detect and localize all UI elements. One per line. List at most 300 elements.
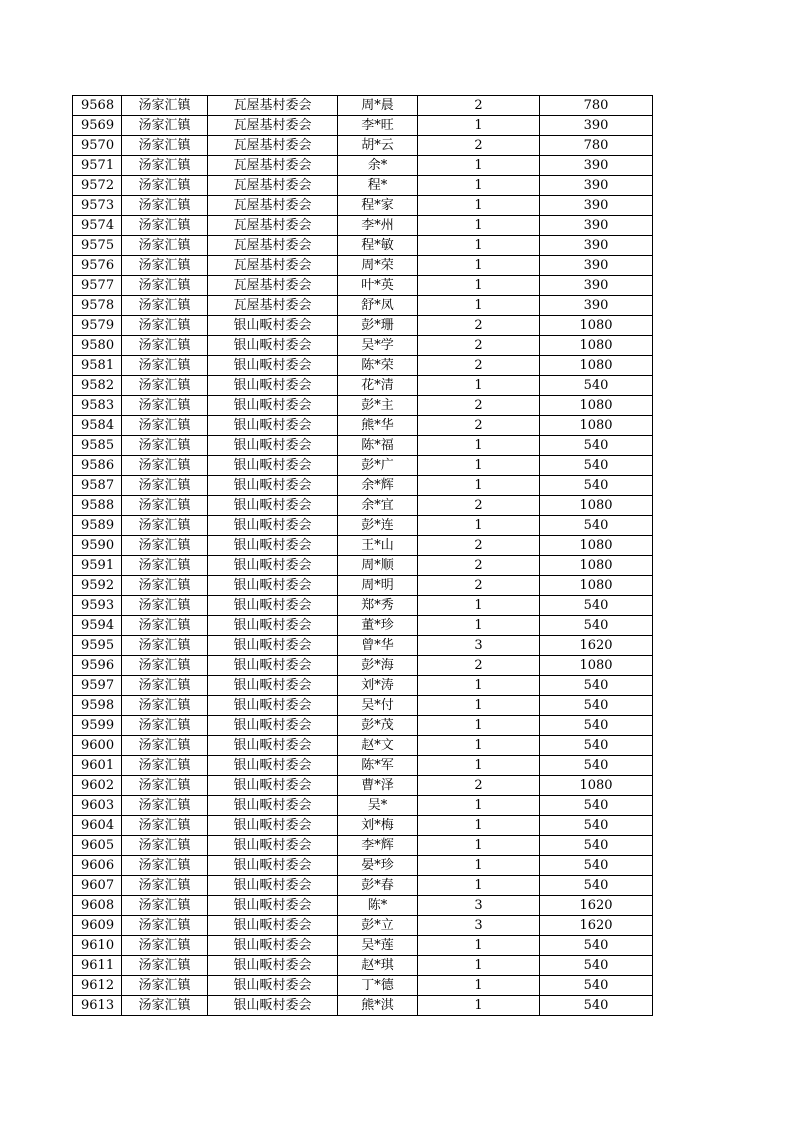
table-row	[73, 956, 653, 976]
name-cell: 彭*立	[338, 916, 418, 936]
town-cell: 汤家汇镇	[122, 836, 208, 856]
name-cell: 董*珍	[338, 616, 418, 636]
amount-cell: 1080	[540, 416, 653, 436]
count-cell: 1	[418, 696, 540, 716]
table-row	[73, 576, 653, 596]
name-cell: 李*州	[338, 216, 418, 236]
town-cell: 汤家汇镇	[122, 396, 208, 416]
town-cell: 汤家汇镇	[122, 636, 208, 656]
amount-cell: 390	[540, 256, 653, 276]
village-committee-cell: 银山畈村委会	[208, 756, 338, 776]
row-number-cell: 9602	[73, 776, 122, 796]
row-number-cell: 9607	[73, 876, 122, 896]
amount-cell: 1080	[540, 336, 653, 356]
count-cell: 2	[418, 556, 540, 576]
amount-cell: 540	[540, 616, 653, 636]
row-number-cell: 9597	[73, 676, 122, 696]
row-number-cell: 9569	[73, 116, 122, 136]
count-cell: 1	[418, 436, 540, 456]
village-committee-cell: 银山畈村委会	[208, 316, 338, 336]
amount-cell: 390	[540, 116, 653, 136]
town-cell: 汤家汇镇	[122, 596, 208, 616]
row-number-cell: 9613	[73, 996, 122, 1016]
village-committee-cell: 银山畈村委会	[208, 396, 338, 416]
row-number-cell: 9603	[73, 796, 122, 816]
data-table	[72, 95, 653, 1016]
row-number-cell: 9568	[73, 96, 122, 116]
amount-cell: 540	[540, 696, 653, 716]
row-number-cell: 9572	[73, 176, 122, 196]
village-committee-cell: 银山畈村委会	[208, 936, 338, 956]
count-cell: 1	[418, 876, 540, 896]
table-row	[73, 556, 653, 576]
count-cell: 1	[418, 956, 540, 976]
village-committee-cell: 银山畈村委会	[208, 436, 338, 456]
row-number-cell: 9574	[73, 216, 122, 236]
amount-cell: 540	[540, 976, 653, 996]
town-cell: 汤家汇镇	[122, 116, 208, 136]
count-cell: 1	[418, 736, 540, 756]
table-row	[73, 836, 653, 856]
village-committee-cell: 银山畈村委会	[208, 696, 338, 716]
count-cell: 2	[418, 656, 540, 676]
amount-cell: 540	[540, 436, 653, 456]
town-cell: 汤家汇镇	[122, 976, 208, 996]
name-cell: 熊*华	[338, 416, 418, 436]
town-cell: 汤家汇镇	[122, 936, 208, 956]
amount-cell: 540	[540, 996, 653, 1016]
name-cell: 刘*梅	[338, 816, 418, 836]
count-cell: 2	[418, 776, 540, 796]
row-number-cell: 9583	[73, 396, 122, 416]
row-number-cell: 9608	[73, 896, 122, 916]
table-row	[73, 436, 653, 456]
village-committee-cell: 银山畈村委会	[208, 376, 338, 396]
name-cell: 曾*华	[338, 636, 418, 656]
count-cell: 1	[418, 276, 540, 296]
town-cell: 汤家汇镇	[122, 956, 208, 976]
town-cell: 汤家汇镇	[122, 816, 208, 836]
row-number-cell: 9573	[73, 196, 122, 216]
table-row	[73, 916, 653, 936]
village-committee-cell: 银山畈村委会	[208, 676, 338, 696]
name-cell: 周*晨	[338, 96, 418, 116]
count-cell: 3	[418, 636, 540, 656]
table-row	[73, 156, 653, 176]
table-body	[73, 96, 653, 1016]
count-cell: 1	[418, 816, 540, 836]
town-cell: 汤家汇镇	[122, 416, 208, 436]
amount-cell: 780	[540, 96, 653, 116]
count-cell: 2	[418, 96, 540, 116]
row-number-cell: 9596	[73, 656, 122, 676]
count-cell: 1	[418, 236, 540, 256]
count-cell: 1	[418, 836, 540, 856]
count-cell: 1	[418, 596, 540, 616]
name-cell: 程*家	[338, 196, 418, 216]
row-number-cell: 9579	[73, 316, 122, 336]
village-committee-cell: 银山畈村委会	[208, 596, 338, 616]
table-row	[73, 216, 653, 236]
count-cell: 2	[418, 336, 540, 356]
count-cell: 2	[418, 416, 540, 436]
count-cell: 2	[418, 136, 540, 156]
count-cell: 1	[418, 156, 540, 176]
town-cell: 汤家汇镇	[122, 756, 208, 776]
row-number-cell: 9589	[73, 516, 122, 536]
row-number-cell: 9610	[73, 936, 122, 956]
name-cell: 余*	[338, 156, 418, 176]
count-cell: 3	[418, 916, 540, 936]
village-committee-cell: 银山畈村委会	[208, 796, 338, 816]
town-cell: 汤家汇镇	[122, 476, 208, 496]
name-cell: 陈*荣	[338, 356, 418, 376]
village-committee-cell: 银山畈村委会	[208, 516, 338, 536]
row-number-cell: 9581	[73, 356, 122, 376]
count-cell: 1	[418, 376, 540, 396]
count-cell: 1	[418, 976, 540, 996]
name-cell: 熊*淇	[338, 996, 418, 1016]
village-committee-cell: 瓦屋基村委会	[208, 256, 338, 276]
amount-cell: 780	[540, 136, 653, 156]
table-row	[73, 176, 653, 196]
name-cell: 李*旺	[338, 116, 418, 136]
count-cell: 1	[418, 676, 540, 696]
row-number-cell: 9575	[73, 236, 122, 256]
name-cell: 胡*云	[338, 136, 418, 156]
amount-cell: 390	[540, 276, 653, 296]
name-cell: 陈*军	[338, 756, 418, 776]
count-cell: 1	[418, 296, 540, 316]
amount-cell: 390	[540, 196, 653, 216]
amount-cell: 540	[540, 856, 653, 876]
table-row	[73, 496, 653, 516]
table-row	[73, 116, 653, 136]
name-cell: 吴*付	[338, 696, 418, 716]
count-cell: 1	[418, 756, 540, 776]
table-row	[73, 876, 653, 896]
row-number-cell: 9588	[73, 496, 122, 516]
count-cell: 2	[418, 536, 540, 556]
town-cell: 汤家汇镇	[122, 616, 208, 636]
town-cell: 汤家汇镇	[122, 156, 208, 176]
town-cell: 汤家汇镇	[122, 356, 208, 376]
name-cell: 陈*福	[338, 436, 418, 456]
village-committee-cell: 银山畈村委会	[208, 996, 338, 1016]
town-cell: 汤家汇镇	[122, 436, 208, 456]
name-cell: 吴*莲	[338, 936, 418, 956]
town-cell: 汤家汇镇	[122, 516, 208, 536]
count-cell: 3	[418, 896, 540, 916]
table-row	[73, 756, 653, 776]
table-row	[73, 416, 653, 436]
town-cell: 汤家汇镇	[122, 896, 208, 916]
village-committee-cell: 银山畈村委会	[208, 776, 338, 796]
name-cell: 程*	[338, 176, 418, 196]
row-number-cell: 9578	[73, 296, 122, 316]
row-number-cell: 9611	[73, 956, 122, 976]
village-committee-cell: 银山畈村委会	[208, 816, 338, 836]
table-row	[73, 356, 653, 376]
row-number-cell: 9604	[73, 816, 122, 836]
name-cell: 余*辉	[338, 476, 418, 496]
town-cell: 汤家汇镇	[122, 776, 208, 796]
table-row	[73, 456, 653, 476]
town-cell: 汤家汇镇	[122, 556, 208, 576]
name-cell: 彭*海	[338, 656, 418, 676]
table-row	[73, 696, 653, 716]
name-cell: 郑*秀	[338, 596, 418, 616]
village-committee-cell: 瓦屋基村委会	[208, 136, 338, 156]
amount-cell: 1080	[540, 656, 653, 676]
name-cell: 王*山	[338, 536, 418, 556]
name-cell: 彭*广	[338, 456, 418, 476]
town-cell: 汤家汇镇	[122, 216, 208, 236]
town-cell: 汤家汇镇	[122, 716, 208, 736]
table-row	[73, 736, 653, 756]
row-number-cell: 9570	[73, 136, 122, 156]
row-number-cell: 9582	[73, 376, 122, 396]
amount-cell: 540	[540, 476, 653, 496]
name-cell: 赵*文	[338, 736, 418, 756]
table-row	[73, 856, 653, 876]
name-cell: 彭*连	[338, 516, 418, 536]
table-row	[73, 376, 653, 396]
amount-cell: 1080	[540, 316, 653, 336]
town-cell: 汤家汇镇	[122, 736, 208, 756]
table-row	[73, 256, 653, 276]
table-row	[73, 136, 653, 156]
amount-cell: 1620	[540, 636, 653, 656]
name-cell: 周*顺	[338, 556, 418, 576]
village-committee-cell: 银山畈村委会	[208, 476, 338, 496]
row-number-cell: 9601	[73, 756, 122, 776]
table-row	[73, 96, 653, 116]
town-cell: 汤家汇镇	[122, 796, 208, 816]
village-committee-cell: 银山畈村委会	[208, 616, 338, 636]
row-number-cell: 9577	[73, 276, 122, 296]
amount-cell: 1620	[540, 896, 653, 916]
name-cell: 彭*春	[338, 876, 418, 896]
amount-cell: 540	[540, 876, 653, 896]
row-number-cell: 9591	[73, 556, 122, 576]
row-number-cell: 9580	[73, 336, 122, 356]
count-cell: 1	[418, 176, 540, 196]
town-cell: 汤家汇镇	[122, 376, 208, 396]
count-cell: 2	[418, 396, 540, 416]
amount-cell: 1080	[540, 396, 653, 416]
village-committee-cell: 银山畈村委会	[208, 416, 338, 436]
count-cell: 1	[418, 456, 540, 476]
amount-cell: 540	[540, 676, 653, 696]
amount-cell: 390	[540, 236, 653, 256]
name-cell: 花*清	[338, 376, 418, 396]
row-number-cell: 9586	[73, 456, 122, 476]
count-cell: 1	[418, 516, 540, 536]
table-row	[73, 996, 653, 1016]
village-committee-cell: 银山畈村委会	[208, 976, 338, 996]
town-cell: 汤家汇镇	[122, 256, 208, 276]
village-committee-cell: 银山畈村委会	[208, 916, 338, 936]
name-cell: 彭*茂	[338, 716, 418, 736]
amount-cell: 540	[540, 716, 653, 736]
amount-cell: 540	[540, 736, 653, 756]
table-row	[73, 596, 653, 616]
amount-cell: 1080	[540, 576, 653, 596]
row-number-cell: 9587	[73, 476, 122, 496]
table-row	[73, 516, 653, 536]
town-cell: 汤家汇镇	[122, 196, 208, 216]
amount-cell: 390	[540, 216, 653, 236]
village-committee-cell: 银山畈村委会	[208, 356, 338, 376]
town-cell: 汤家汇镇	[122, 316, 208, 336]
row-number-cell: 9595	[73, 636, 122, 656]
village-committee-cell: 银山畈村委会	[208, 956, 338, 976]
table-row	[73, 816, 653, 836]
count-cell: 1	[418, 616, 540, 636]
table-row	[73, 716, 653, 736]
town-cell: 汤家汇镇	[122, 676, 208, 696]
count-cell: 1	[418, 116, 540, 136]
village-committee-cell: 瓦屋基村委会	[208, 176, 338, 196]
village-committee-cell: 瓦屋基村委会	[208, 156, 338, 176]
table-row	[73, 796, 653, 816]
count-cell: 2	[418, 496, 540, 516]
town-cell: 汤家汇镇	[122, 496, 208, 516]
table-row	[73, 676, 653, 696]
town-cell: 汤家汇镇	[122, 176, 208, 196]
name-cell: 吴*学	[338, 336, 418, 356]
name-cell: 周*荣	[338, 256, 418, 276]
name-cell: 程*敏	[338, 236, 418, 256]
count-cell: 2	[418, 576, 540, 596]
village-committee-cell: 瓦屋基村委会	[208, 96, 338, 116]
row-number-cell: 9594	[73, 616, 122, 636]
table-row	[73, 656, 653, 676]
name-cell: 曹*泽	[338, 776, 418, 796]
village-committee-cell: 瓦屋基村委会	[208, 296, 338, 316]
row-number-cell: 9606	[73, 856, 122, 876]
amount-cell: 390	[540, 176, 653, 196]
village-committee-cell: 瓦屋基村委会	[208, 276, 338, 296]
amount-cell: 1620	[540, 916, 653, 936]
village-committee-cell: 银山畈村委会	[208, 496, 338, 516]
amount-cell: 540	[540, 376, 653, 396]
name-cell: 周*明	[338, 576, 418, 596]
name-cell: 丁*德	[338, 976, 418, 996]
town-cell: 汤家汇镇	[122, 856, 208, 876]
row-number-cell: 9585	[73, 436, 122, 456]
village-committee-cell: 银山畈村委会	[208, 896, 338, 916]
amount-cell: 540	[540, 936, 653, 956]
table-row	[73, 316, 653, 336]
count-cell: 2	[418, 316, 540, 336]
table-row	[73, 236, 653, 256]
amount-cell: 540	[540, 796, 653, 816]
village-committee-cell: 瓦屋基村委会	[208, 116, 338, 136]
name-cell: 李*辉	[338, 836, 418, 856]
count-cell: 1	[418, 996, 540, 1016]
village-committee-cell: 银山畈村委会	[208, 536, 338, 556]
town-cell: 汤家汇镇	[122, 696, 208, 716]
town-cell: 汤家汇镇	[122, 536, 208, 556]
count-cell: 1	[418, 476, 540, 496]
name-cell: 刘*涛	[338, 676, 418, 696]
amount-cell: 1080	[540, 496, 653, 516]
row-number-cell: 9605	[73, 836, 122, 856]
village-committee-cell: 银山畈村委会	[208, 856, 338, 876]
town-cell: 汤家汇镇	[122, 916, 208, 936]
count-cell: 1	[418, 256, 540, 276]
name-cell: 彭*主	[338, 396, 418, 416]
town-cell: 汤家汇镇	[122, 996, 208, 1016]
row-number-cell: 9590	[73, 536, 122, 556]
table-row	[73, 296, 653, 316]
name-cell: 晏*珍	[338, 856, 418, 876]
village-committee-cell: 瓦屋基村委会	[208, 216, 338, 236]
village-committee-cell: 银山畈村委会	[208, 556, 338, 576]
village-committee-cell: 银山畈村委会	[208, 736, 338, 756]
town-cell: 汤家汇镇	[122, 236, 208, 256]
town-cell: 汤家汇镇	[122, 336, 208, 356]
table-row	[73, 936, 653, 956]
amount-cell: 390	[540, 156, 653, 176]
amount-cell: 540	[540, 756, 653, 776]
table-row	[73, 196, 653, 216]
amount-cell: 540	[540, 516, 653, 536]
count-cell: 1	[418, 716, 540, 736]
amount-cell: 1080	[540, 556, 653, 576]
table-row	[73, 276, 653, 296]
row-number-cell: 9609	[73, 916, 122, 936]
table-row	[73, 476, 653, 496]
town-cell: 汤家汇镇	[122, 656, 208, 676]
table-row	[73, 976, 653, 996]
row-number-cell: 9571	[73, 156, 122, 176]
amount-cell: 1080	[540, 776, 653, 796]
name-cell: 叶*英	[338, 276, 418, 296]
amount-cell: 540	[540, 816, 653, 836]
row-number-cell: 9612	[73, 976, 122, 996]
count-cell: 1	[418, 216, 540, 236]
name-cell: 余*宜	[338, 496, 418, 516]
amount-cell: 540	[540, 456, 653, 476]
row-number-cell: 9592	[73, 576, 122, 596]
village-committee-cell: 银山畈村委会	[208, 456, 338, 476]
count-cell: 1	[418, 196, 540, 216]
village-committee-cell: 瓦屋基村委会	[208, 196, 338, 216]
village-committee-cell: 银山畈村委会	[208, 876, 338, 896]
amount-cell: 1080	[540, 536, 653, 556]
village-committee-cell: 银山畈村委会	[208, 656, 338, 676]
village-committee-cell: 瓦屋基村委会	[208, 236, 338, 256]
amount-cell: 540	[540, 836, 653, 856]
count-cell: 1	[418, 796, 540, 816]
village-committee-cell: 银山畈村委会	[208, 836, 338, 856]
name-cell: 舒*凤	[338, 296, 418, 316]
table-row	[73, 616, 653, 636]
amount-cell: 540	[540, 596, 653, 616]
village-committee-cell: 银山畈村委会	[208, 336, 338, 356]
table-row	[73, 536, 653, 556]
row-number-cell: 9593	[73, 596, 122, 616]
row-number-cell: 9599	[73, 716, 122, 736]
table-row	[73, 336, 653, 356]
town-cell: 汤家汇镇	[122, 576, 208, 596]
count-cell: 2	[418, 356, 540, 376]
village-committee-cell: 银山畈村委会	[208, 636, 338, 656]
town-cell: 汤家汇镇	[122, 876, 208, 896]
